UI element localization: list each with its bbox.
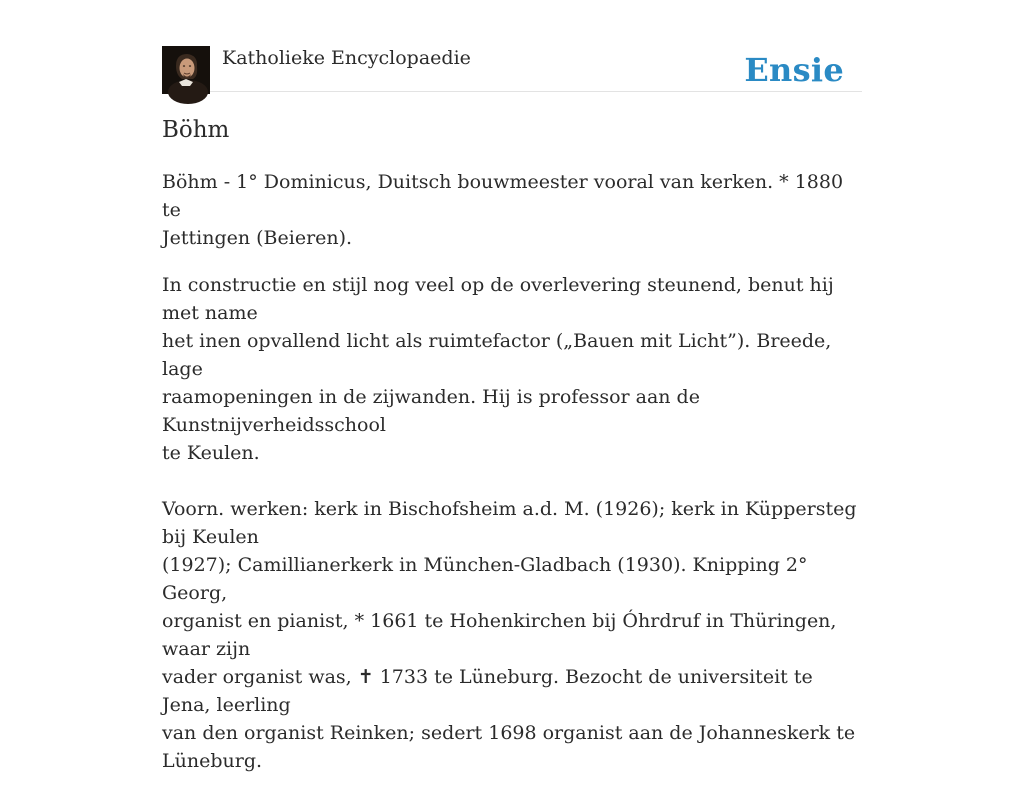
article-body — [162, 168, 864, 794]
site-header — [162, 0, 862, 92]
content-container — [162, 0, 862, 772]
article-title: Böhm — [162, 117, 230, 143]
article-paragraph: In constructie en stijl nog veel op de overlevering steunend, benut hij met name het inen opvallend licht als ruimtefactor („Bauen mit Licht”). Breede, lage raamopeningen in de zijwanden. Hij is professor aan de Kunstnijverheidsschool te Keulen. Voorn. werken: kerk in Bischofsheim a.d. M. (1926); kerk in Küppersteg bij Keulen (1927); Camillianerkerk in München-Gladbach (1930). Knipping 2° Georg, organist en pianist, * 1661 te Hohenkirchen bij Óhrdruf in Thüringen, waar zijn vader organist was, ✝ 1733 te Lüneburg. Bezocht de universiteit te Jena, leerling van den organist Reinken; sedert 1698 organist aan de Johanneskerk te Lüneburg. — [162, 274, 857, 772]
portrait-avatar-icon[interactable] — [162, 46, 210, 94]
article-paragraph: Böhm - 1° Dominicus, Duitsch bouwmeester vooral van kerken. * 1880 te Jettingen (Beieren). — [162, 171, 844, 249]
ensie-logo-link[interactable]: Ensie — [744, 51, 844, 89]
site-title[interactable]: Katholieke Encyclopaedie — [222, 47, 471, 69]
